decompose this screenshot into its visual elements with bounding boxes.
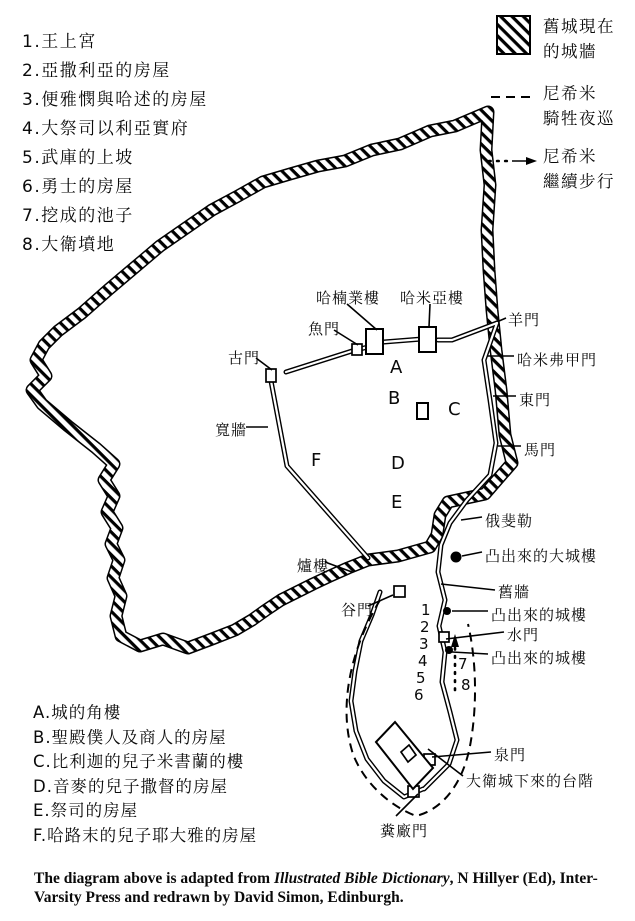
list-item: D.音麥的兒子撒督的房屋 xyxy=(33,776,228,796)
label-broad-wall: 寬牆 xyxy=(215,421,248,439)
tower-of-hananel-structure xyxy=(366,329,383,354)
caption-text: Varsity Press and redrawn by David Simon, Edinburgh. xyxy=(34,889,404,906)
meshullam-chamber-structure xyxy=(417,403,428,419)
tower-of-hammeah-structure xyxy=(419,327,436,352)
list-item: 6.勇士的房屋 xyxy=(22,177,134,197)
legend-label: 騎牲夜巡 xyxy=(543,109,615,128)
map-number-5: 5 xyxy=(416,669,426,687)
map-number-2: 2 xyxy=(420,618,430,636)
legend-arrow-head xyxy=(526,157,537,165)
list-item: 7.挖成的池子 xyxy=(22,206,134,226)
legend-label: 尼希米 xyxy=(543,147,597,166)
list-item: 5.武庫的上坡 xyxy=(22,148,134,168)
label-valley-gate: 谷門 xyxy=(341,601,374,619)
map-number-8: 8 xyxy=(461,676,471,694)
valley-gate-structure xyxy=(394,586,405,597)
label-old-gate: 古門 xyxy=(228,349,261,367)
label-water-gate: 水門 xyxy=(507,626,540,644)
list-item: 3.便雅憫與哈述的房屋 xyxy=(22,90,208,110)
old-gate-structure xyxy=(266,369,276,382)
lettered-key-list xyxy=(33,701,257,848)
map-letter-b: B xyxy=(388,388,401,409)
map-number-7: 7 xyxy=(458,655,468,673)
caption-book-title: Illustrated Bible Dictionary xyxy=(273,870,450,887)
label-east-gate: 東門 xyxy=(519,391,552,409)
map-letter-a: A xyxy=(390,357,403,378)
list-item: C.比利迦的兒子米書蘭的樓 xyxy=(33,752,245,771)
label-fountain-gate: 泉門 xyxy=(494,746,527,764)
label-old-wall: 舊牆 xyxy=(498,583,531,601)
legend-label: 尼希米 xyxy=(543,84,597,103)
list-item: 2.亞撒利亞的房屋 xyxy=(22,61,171,81)
map-number-4: 4 xyxy=(418,652,428,670)
label-sheep-gate: 羊門 xyxy=(508,311,541,329)
list-item: E.祭司的房屋 xyxy=(33,801,139,820)
label-dung-gate: 糞廠門 xyxy=(380,822,429,840)
map-letter-e: E xyxy=(391,492,403,513)
list-item: 1.王上宮 xyxy=(22,32,97,52)
label-hananel-tower: 哈楠業樓 xyxy=(316,289,381,307)
legend-label: 繼續步行 xyxy=(543,172,615,191)
map-letter-f: F xyxy=(311,450,322,471)
label-furnace-tower: 爐樓 xyxy=(297,557,330,575)
label-stairs-city-of-david: 大衛城下來的台階 xyxy=(466,772,595,790)
map-number-6: 6 xyxy=(414,686,424,704)
legend-item-night-ride xyxy=(543,81,615,131)
label-fish-gate: 魚門 xyxy=(308,320,341,338)
list-item: A.城的角樓 xyxy=(33,703,122,722)
label-miphkad-gate: 哈米弗甲門 xyxy=(517,351,598,369)
caption-text: , N Hillyer (Ed), Inter- xyxy=(449,870,598,887)
map-number-1: 1 xyxy=(421,601,431,619)
legend-item-walk xyxy=(543,144,615,194)
list-item: 4.大祭司以利亞實府 xyxy=(22,119,190,139)
label-projecting-tower-lower: 凸出來的城樓 xyxy=(491,649,588,667)
caption-text: The diagram above is adapted from xyxy=(34,870,274,887)
list-item: 8.大衛墳地 xyxy=(22,235,116,255)
label-projecting-tower-upper: 凸出來的城樓 xyxy=(491,606,588,624)
list-item: F.哈路末的兒子耶大雅的房屋 xyxy=(33,825,258,845)
legend-label: 舊城現在 xyxy=(543,17,615,36)
water-gate-structure xyxy=(439,632,449,642)
map-number-3: 3 xyxy=(419,635,429,653)
label-great-projecting-tower: 凸出來的大城樓 xyxy=(485,547,598,565)
legend-wall-swatch xyxy=(497,16,530,54)
label-horse-gate: 馬門 xyxy=(524,441,557,459)
legend-symbols xyxy=(489,16,537,165)
fish-gate-structure xyxy=(352,344,362,355)
numbered-key-list xyxy=(22,28,208,260)
map-letter-d: D xyxy=(391,453,405,474)
label-hammeah-tower: 哈米亞樓 xyxy=(400,289,465,307)
map-letter-c: C xyxy=(448,399,461,420)
legend-label: 的城牆 xyxy=(543,42,597,61)
source-caption xyxy=(34,869,624,907)
list-item: B.聖殿僕人及商人的房屋 xyxy=(33,727,227,747)
legend-item-old-wall xyxy=(543,14,615,64)
label-ophel: 俄斐勒 xyxy=(485,512,534,530)
